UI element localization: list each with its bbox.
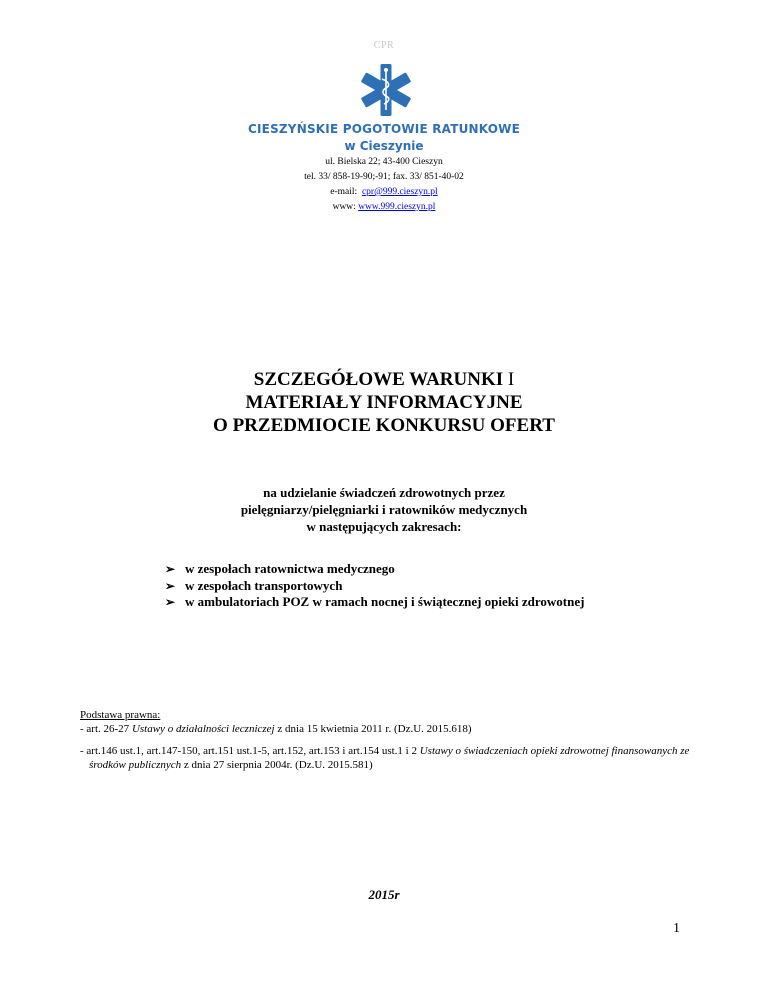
title-line-1: [0, 368, 768, 391]
website-link[interactable]: www.999.cieszyn.pl: [358, 202, 436, 212]
legal-basis-heading: Podstawa prawna:: [80, 709, 161, 721]
email-line: [0, 185, 768, 200]
title-line-3: O PRZEDMIOCIE KONKURSU OFERT: [213, 415, 555, 436]
legal-basis-item: [80, 744, 690, 772]
legal-item-2-prefix: - art.146 ust.1, art.147-150, art.151 ust.1-5, art.152, art.153 i art.154 ust.1 i 2: [80, 745, 420, 757]
document-title: [0, 368, 768, 437]
list-item-text: w zespołach transportowych: [185, 577, 343, 593]
email-link[interactable]: cpr@999.cieszyn.pl: [361, 187, 438, 197]
legal-item-1-prefix: - art. 26-27: [80, 723, 132, 735]
www-line: [0, 200, 768, 215]
phone-fax: tel. 33/ 858-19-90;-91; fax. 33/ 851-40-02: [304, 172, 464, 182]
title-line-2: MATERIAŁY INFORMACYJNE: [245, 392, 523, 413]
star-of-life-icon: [359, 63, 413, 117]
document-year: 2015r: [368, 887, 400, 902]
subtitle-line-3: w następujących zakresach:: [306, 519, 462, 534]
legal-basis: [80, 708, 690, 772]
organization-location: w Cieszynie: [344, 139, 424, 153]
legal-item-1-act: Ustawy o działalności leczniczej: [131, 723, 275, 735]
subtitle-line-2: pielęgniarzy/pielęgniarki i ratowników medycznych: [240, 502, 528, 517]
legal-basis-item: [80, 722, 690, 736]
subtitle-line-1: na udzielanie świadczeń zdrowotnych przez: [263, 485, 505, 500]
email-label: e-mail:: [330, 187, 358, 197]
legal-item-2-act: Ustawy o świadczeniach opieki zdrowotnej finansowanych ze środków publicznych: [89, 745, 690, 771]
list-item: [165, 594, 625, 611]
scope-list: [165, 561, 625, 611]
document-subtitle: [0, 484, 768, 535]
www-label: www:: [332, 202, 356, 212]
arrow-bullet-icon: ➢: [165, 595, 176, 609]
title-line-1-text: SZCZEGÓŁOWE WARUNKI: [253, 369, 504, 390]
list-item: [165, 578, 625, 595]
organization-name: CIESZYŃSKIE POGOTOWIE RATUNKOWE: [248, 122, 520, 136]
list-item-text: w zespołach ratownictwa medycznego: [185, 561, 395, 576]
contact-block: [0, 155, 768, 215]
legal-item-1-suffix: z dnia 15 kwietnia 2011 r. (Dz.U. 2015.618): [274, 723, 472, 735]
arrow-bullet-icon: ➢: [165, 562, 176, 576]
watermark: CPR: [373, 40, 395, 51]
address: ul. Bielska 22; 43-400 Cieszyn: [325, 157, 443, 167]
list-item: [165, 561, 625, 578]
list-item-text: w ambulatoriach POZ w ramach nocnej i świątecznej opieki zdrowotnej: [185, 594, 585, 609]
page-number: 1: [673, 921, 680, 936]
title-line-1-suffix: I: [507, 369, 515, 390]
legal-item-2-suffix: z dnia 27 sierpnia 2004r. (Dz.U. 2015.581): [181, 759, 373, 771]
arrow-bullet-icon: ➢: [165, 578, 176, 593]
